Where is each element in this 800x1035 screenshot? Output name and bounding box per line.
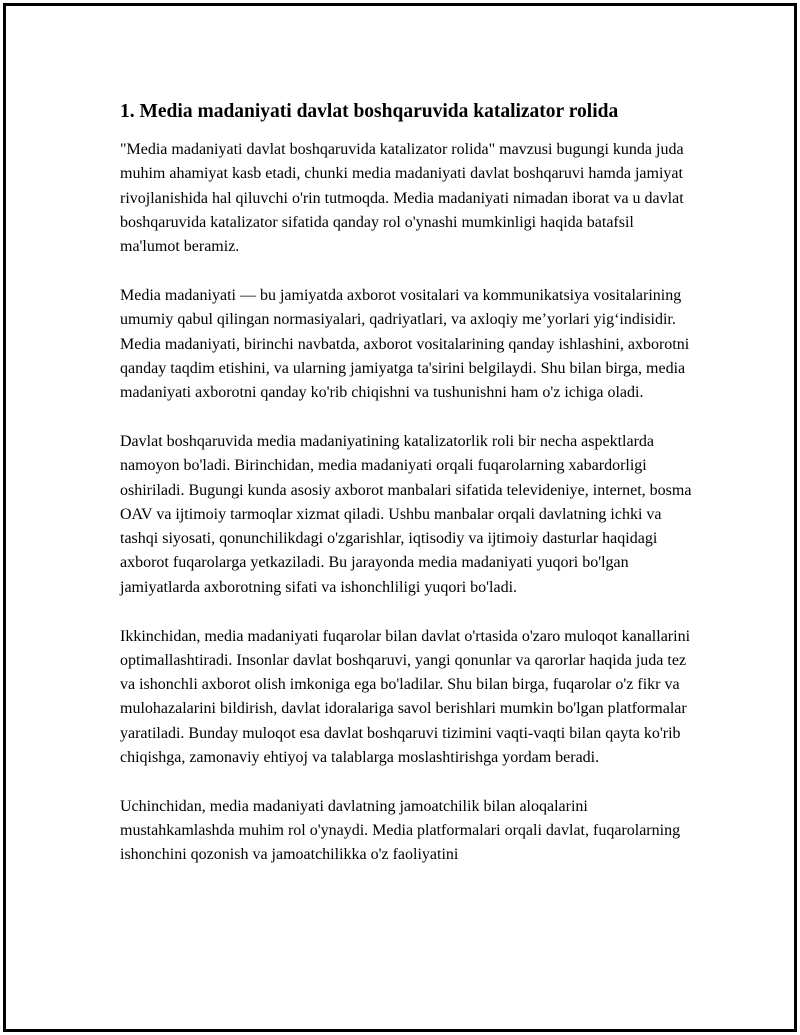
paragraph-second-aspect: Ikkinchidan, media madaniyati fuqarolar bilan davlat o'rtasida o'zaro muloqot kanallarini optimallashtiradi. Insonlar davlat boshqaruvi, yangi qonunlar va qarorlar haqida juda tez va ishonchli axborot olish imkoniga ega bo'ladilar. Shu bilan birga, fuqarolar o'z fikr va mulohazalarini bildirish, davlat idoralariga savol berishlari mumkin bo'lgan platformalar yaratiladi. Bunday muloqot esa davlat boshqaruvi tizimini vaqti-vaqti bilan qayta ko'rib chiqishga, zamonaviy ehtiyoj va talablarga moslashtirishga yordam beradi. — [120, 627, 691, 767]
paragraph-first-aspect: Davlat boshqaruvida media madaniyatining katalizatorlik roli bir necha aspektlarda namoyon bo'ladi. Birinchidan, media madaniyati orqali fuqarolarning xabardorligi oshiriladi. Bugungi kunda asosiy axborot manbalari sifatida televideniye, internet, bosma OAV va ijtimoiy tarmoqlar xizmat qiladi. Ushbu manbalar orqali davlatning ichki va tashqi siyosati, qonunchilikdagi o'zgarishlar, iqtisodiy va ijtimoiy dasturlar haqidagi axborot fuqarolarga yetkaziladi. Bu jarayonda media madaniyati yuqori bo'lgan jamiyatlarda axborotning sifati va ishonchliligi yuqori bo'ladi. — [120, 432, 692, 596]
document-body — [120, 98, 692, 892]
section-heading: 1. Media madaniyati davlat boshqaruvida katalizator rolida — [120, 101, 619, 122]
paragraph-definition: Media madaniyati — bu jamiyatda axborot vositalari va kommunikatsiya vositalarining umumiy qabul qilingan normasiyalari, qadriyatlari, va axloqiy me’yorlari yig‘indisidir. Media madaniyati, birinchi navbatda, axborot vositalarining qanday ishlashini, axborotni qanday taqdim etishini, va ularning jamiyatga ta'sirini belgilaydi. Shu bilan birga, media madaniyati axborotni qanday ko'rib chiqishni va tushunishni ham o'z ichiga oladi. — [120, 286, 690, 402]
paragraph-third-aspect: Uchinchidan, media madaniyati davlatning jamoatchilik bilan aloqalarini mustahkamlashda muhim rol o'ynaydi. Media platformalari orqali davlat, fuqarolarning ishonchini qozonish va jamoatchilikka o'z faoliyatini — [120, 797, 681, 864]
page-frame — [3, 3, 797, 1032]
paragraph-intro: "Media madaniyati davlat boshqaruvida katalizator rolida" mavzusi bugungi kunda juda muhim ahamiyat kasb etadi, chunki media madaniyati davlat boshqaruvi hamda jamiyat rivojlanishida hal qiluvchi o'rin tutmoqda. Media madaniyati nimadan iborat va u davlat boshqaruvida katalizator sifatida qanday rol o'ynashi mumkinligi haqida batafsil ma'lumot beramiz. — [120, 141, 684, 256]
